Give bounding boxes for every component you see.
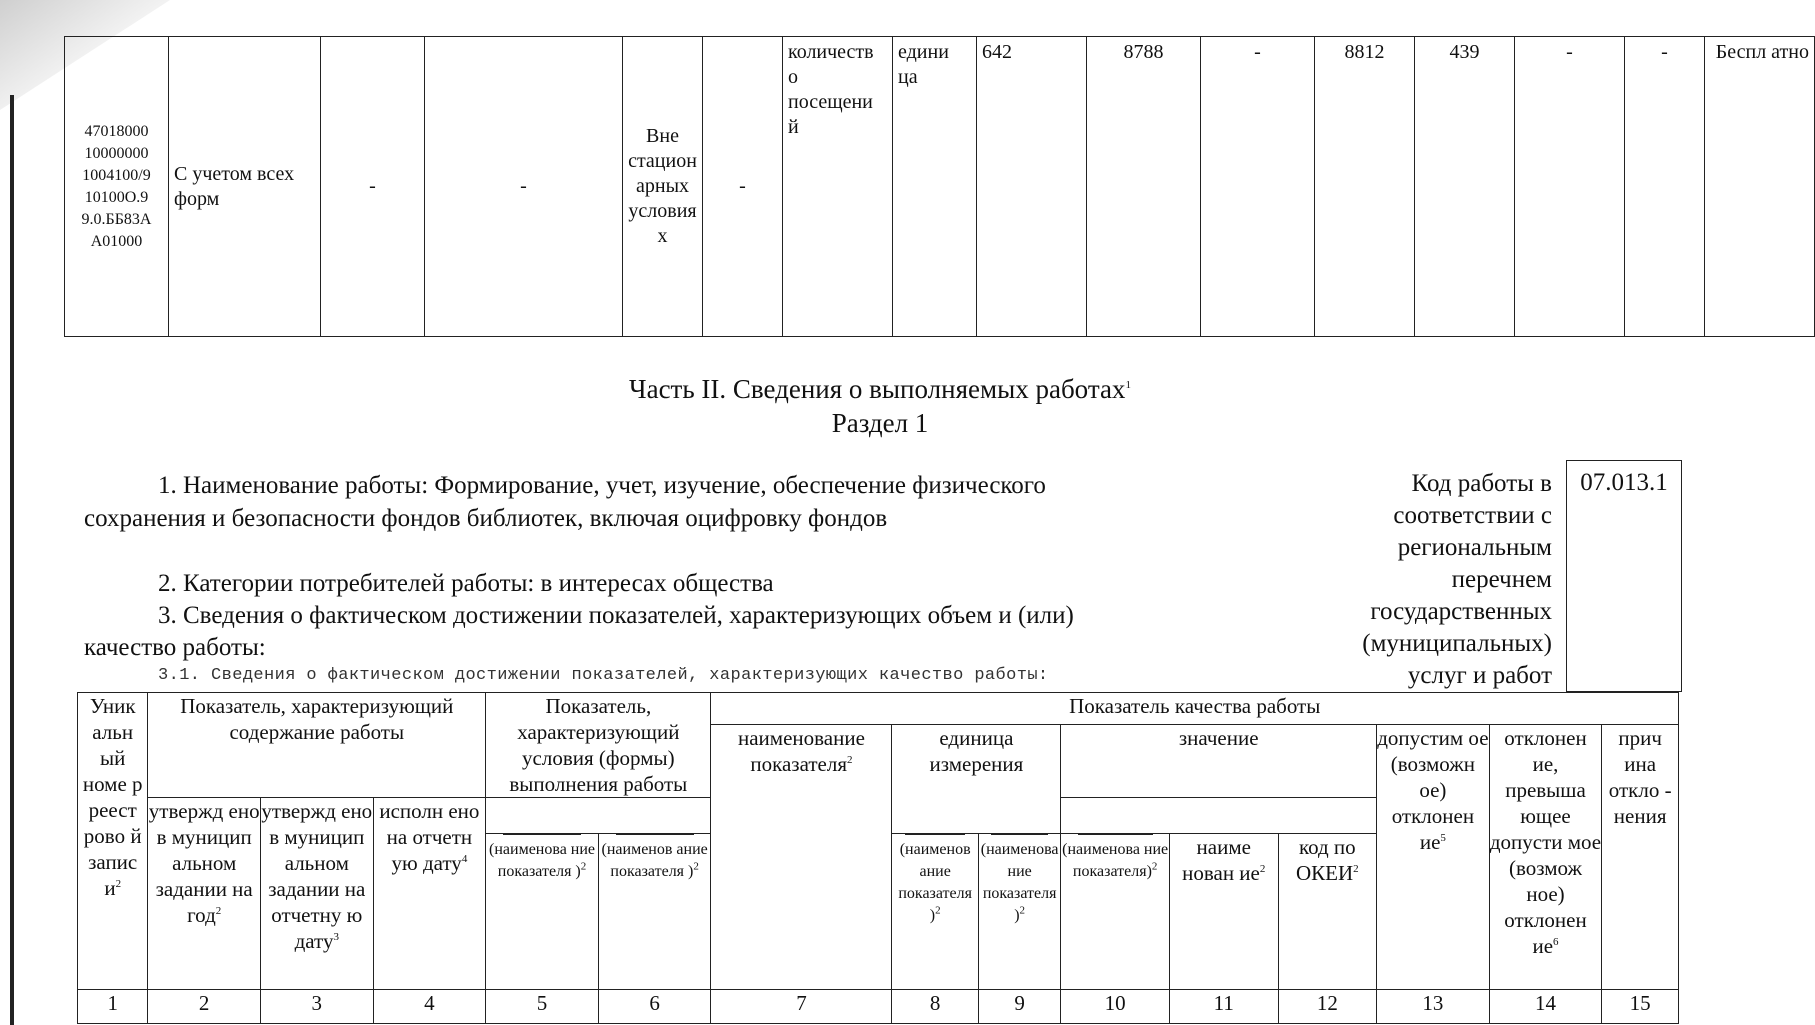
work-name-line2: сохранения и безопасности фондов библиотек, включая оцифровку фондов — [84, 505, 888, 532]
scan-edge — [10, 95, 14, 1025]
condition-cell: Вне стацион арных условия х — [623, 37, 703, 337]
column-number: 12 — [1278, 990, 1377, 1024]
content-cell-2: - — [321, 37, 425, 337]
approved-date-cell: - — [1201, 37, 1315, 337]
price-cell: Беспл атно — [1705, 37, 1815, 337]
facts-heading-line2: качество работы: — [84, 634, 266, 661]
executed-cell: 8812 — [1315, 37, 1415, 337]
condition-name-d: (наименова ние показателя )$^2$ — [978, 834, 1060, 990]
column-numbers-row — [78, 990, 1679, 1024]
allowed-header: допустим ое (возможн ое) отклонен $ие^5$ — [1377, 725, 1490, 990]
quality-group-header: Показатель качества работы — [711, 693, 1679, 725]
section-title: Раздел 1 — [831, 408, 929, 438]
work-name-line1: 1. Наименование работы: Формирование, учет, изучение, обеспечение физического — [158, 472, 1046, 499]
column-number: 2 — [148, 990, 261, 1024]
column-number: 9 — [978, 990, 1060, 1024]
content-group-header: Показатель, характеризующий содержание работы — [148, 693, 486, 798]
reason-cell: - — [1625, 37, 1705, 337]
consumer-category: 2. Категории потребителей работы: в интересах общества — [158, 570, 774, 597]
column-number: 5 — [486, 990, 599, 1024]
approved-year-cell: 8788 — [1087, 37, 1201, 337]
column-number: 14 — [1489, 990, 1602, 1024]
part-title: Часть II. Сведения о выполняемых работах$^1$ — [629, 374, 1131, 404]
allowed-cell: 439 — [1415, 37, 1515, 337]
unit-name-header: наиме нован $ие^2$ — [1169, 834, 1278, 990]
content-name-c: (наименов ание показателя )$^2$ — [892, 834, 978, 990]
registry-code-cell: 47018000 10000000 1004100/9 10100О.9 9.0.ББ83А А01000 — [65, 37, 169, 337]
column-number: 13 — [1377, 990, 1490, 1024]
quality-indicators-table — [77, 692, 1679, 1024]
work-code-label: Код работы в соответствии с региональным перечнем государственных (муниципальных) услуг и работ — [1362, 470, 1552, 689]
indicator-name-header: наименование показателя$^2$ — [711, 725, 892, 990]
condition-cell-2: - — [703, 37, 783, 337]
content-name-a: (наименова ние показателя )$^2$ — [486, 834, 599, 990]
content-cell-3: - — [425, 37, 623, 337]
approved-year-header: утвержд ено в муницип альном задании на год$^2$ — [148, 798, 261, 990]
okei-code-header: код по ОКЕИ$^2$ — [1278, 834, 1377, 990]
approved-date-header: утвержд ено в муницип альном задании на отчетну ю дату$^3$ — [260, 798, 373, 990]
quality-subheading: 3.1. Сведения о фактическом достижении показателей, характеризующих качество работы: — [158, 666, 1049, 685]
unique-number-header: Уник альн ый номе р реест рово й запис $и^2$ — [78, 693, 148, 990]
service-volume-table — [64, 36, 1815, 337]
work-code-box: 07.013.1 — [1566, 460, 1682, 692]
facts-heading-line1: 3. Сведения о фактическом достижении показателей, характеризующих объем и (или) — [158, 602, 1074, 629]
indicator-cell: количеств о посещени й — [783, 37, 893, 337]
executed-header: исполн ено на отчетн ую дату$^4$ — [373, 798, 486, 990]
column-number: 7 — [711, 990, 892, 1024]
exceeding-header: отклонен ие, превыша ющее допусти мое (возмож ное) отклонен $ие^6$ — [1489, 725, 1602, 990]
content-cell: С учетом всех форм — [169, 37, 321, 337]
column-number: 8 — [892, 990, 978, 1024]
okei-cell: 642 — [977, 37, 1087, 337]
exceeding-cell: - — [1515, 37, 1625, 337]
unit-cell: едини ца — [893, 37, 977, 337]
column-number: 15 — [1602, 990, 1679, 1024]
column-number: 3 — [260, 990, 373, 1024]
value-group-header: значение — [1061, 725, 1377, 798]
column-number: 4 — [373, 990, 486, 1024]
column-number: 11 — [1169, 990, 1278, 1024]
reason-header: прич ина откло - нения — [1602, 725, 1679, 990]
unit-group-header: единица измерения — [892, 725, 1061, 834]
column-number: 1 — [78, 990, 148, 1024]
conditions-group-header: Показатель, характеризующий условия (формы) выполнения работы — [486, 693, 711, 798]
condition-name-e: (наименова ние показателя)$^2$ — [1061, 834, 1170, 990]
column-number: 6 — [598, 990, 711, 1024]
column-number: 10 — [1061, 990, 1170, 1024]
content-name-b: (наименов ание показателя )$^2$ — [598, 834, 711, 990]
